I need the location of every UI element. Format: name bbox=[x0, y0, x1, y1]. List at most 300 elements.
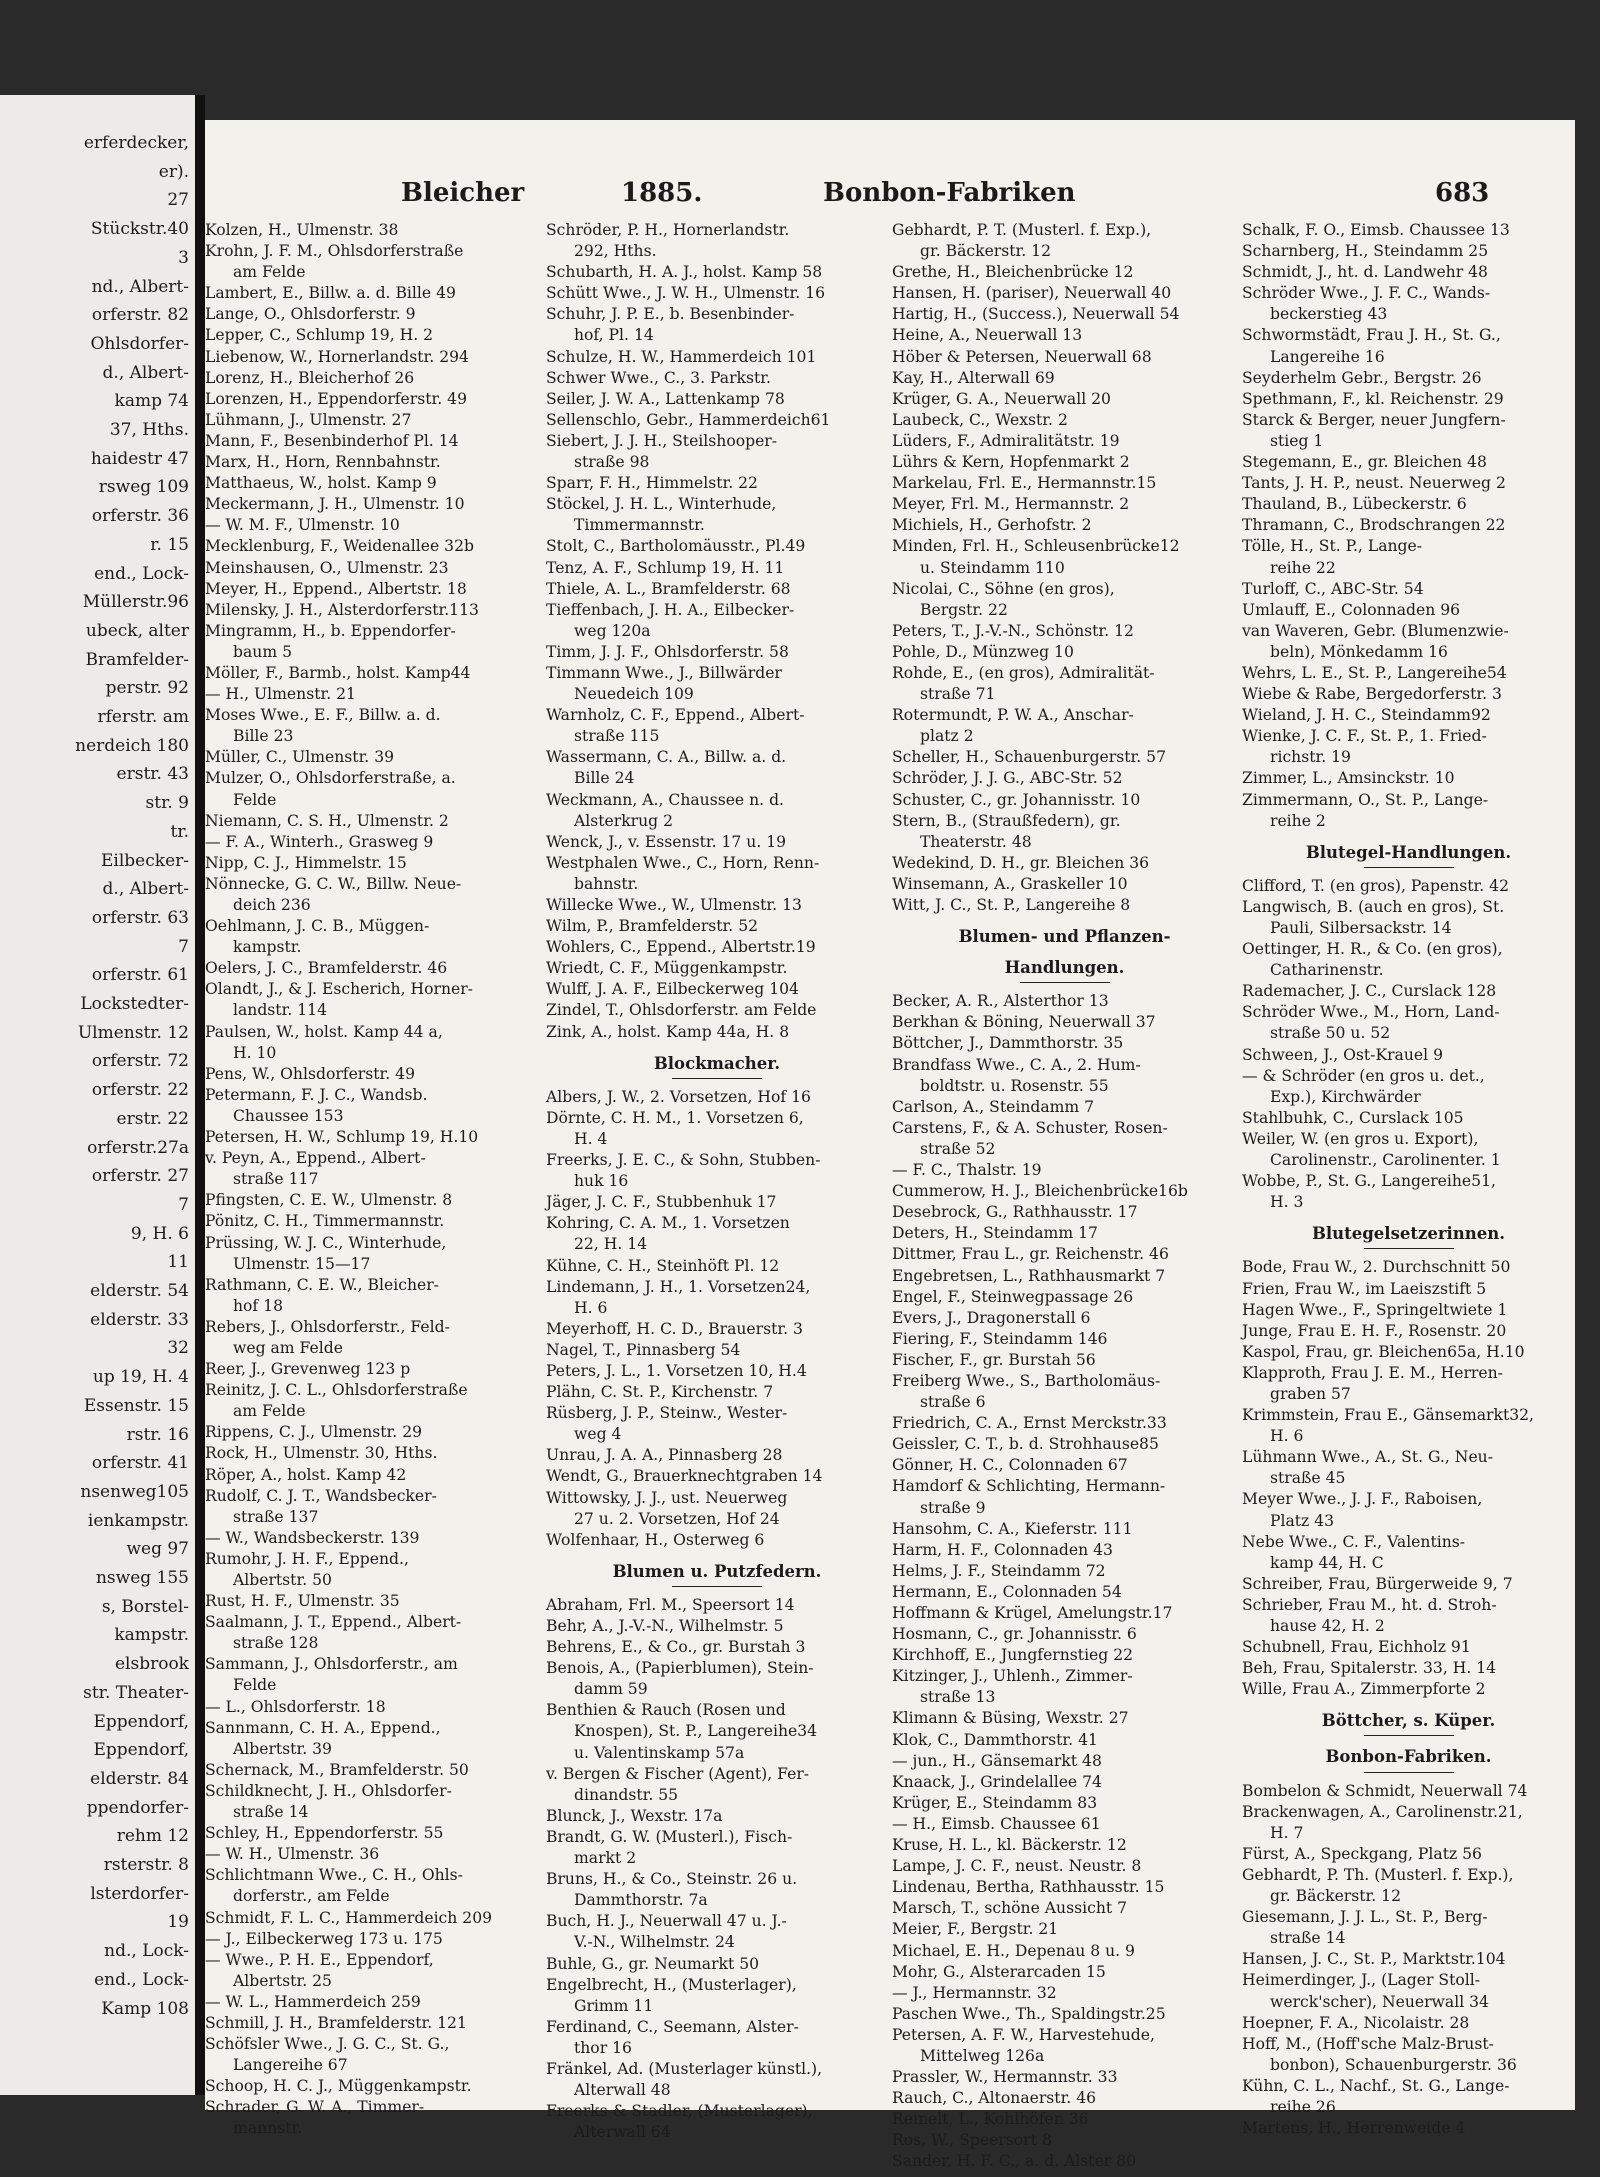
entry-continuation: H. 10 bbox=[233, 1043, 277, 1062]
entry-continuation: H. 3 bbox=[1270, 1193, 1304, 1212]
directory-entry: Höber & Petersen, Neuerwall 68 bbox=[892, 347, 1152, 366]
directory-entry: Kitzinger, J., Uhlenh., Zimmer- bbox=[892, 1667, 1133, 1686]
directory-entry: Jäger, J. C. F., Stubbenhuk 17 bbox=[546, 1193, 777, 1212]
directory-entry: Zimmer, L., Amsinckstr. 10 bbox=[1242, 769, 1455, 788]
left-page-line: 3 bbox=[178, 247, 189, 268]
directory-entry: Möller, F., Barmb., holst. Kamp44 bbox=[205, 663, 471, 682]
entry-continuation: straße 50 u. 52 bbox=[1270, 1024, 1391, 1043]
directory-entry: Tenz, A. F., Schlump 19, H. 11 bbox=[546, 558, 785, 577]
left-page-line: lsterdorfer- bbox=[90, 1883, 189, 1904]
left-page-line: haidestr 47 bbox=[90, 448, 189, 469]
entry-continuation: Bergstr. 22 bbox=[920, 600, 1008, 619]
entry-continuation: Mittelweg 126a bbox=[920, 2046, 1045, 2065]
directory-entry: Umlauff, E., Colonnaden 96 bbox=[1242, 600, 1461, 619]
directory-entry: Nebe Wwe., C. F., Valentins- bbox=[1242, 1532, 1466, 1551]
section-rule bbox=[1364, 867, 1454, 868]
left-page-line: 27 bbox=[167, 190, 189, 211]
directory-entry: Kühne, C. H., Steinhöft Pl. 12 bbox=[546, 1256, 780, 1275]
left-page-line: tr. bbox=[170, 821, 189, 842]
directory-column-4 bbox=[1242, 220, 1575, 2139]
directory-entry: Cummerow, H. J., Bleichenbrücke16b bbox=[892, 1182, 1188, 1201]
left-page-line: orferstr. 82 bbox=[91, 305, 189, 326]
directory-entry: Lampe, J. C. F., neust. Neustr. 8 bbox=[892, 1857, 1142, 1876]
entry-continuation: straße 6 bbox=[920, 1393, 986, 1412]
entry-continuation: weg am Felde bbox=[233, 1338, 343, 1357]
right-page bbox=[205, 120, 1575, 2171]
directory-entry: Oehlmann, J. C. B., Müggen- bbox=[205, 917, 430, 936]
directory-entry: Witt, J. C., St. P., Langereihe 8 bbox=[892, 896, 1131, 914]
directory-entry: Sannmann, C. H. A., Eppend., bbox=[205, 1718, 441, 1737]
directory-entry: Wilm, P., Bramfelderstr. 52 bbox=[546, 917, 759, 936]
directory-entry: Meinshausen, O., Ulmenstr. 23 bbox=[205, 558, 449, 577]
entry-continuation: H. 7 bbox=[1270, 1823, 1304, 1842]
entry-continuation: stieg 1 bbox=[1270, 431, 1324, 450]
directory-entry: Bombelon & Schmidt, Neuerwall 74 bbox=[1242, 1781, 1528, 1800]
entry-continuation: V.-N., Wilhelmstr. 24 bbox=[574, 1933, 735, 1952]
directory-entry: — F. C., Thalstr. 19 bbox=[892, 1161, 1042, 1180]
entry-continuation: hof 18 bbox=[233, 1296, 284, 1315]
directory-entry: Rumohr, J. H. F., Eppend., bbox=[205, 1549, 409, 1568]
entry-continuation: gr. Bäckerstr. 12 bbox=[920, 242, 1052, 261]
directory-entry: — Wwe., P. H. E., Eppendorf, bbox=[205, 1950, 434, 1969]
directory-entry: Fiering, F., Steindamm 146 bbox=[892, 1329, 1108, 1348]
entry-continuation: straße 128 bbox=[233, 1634, 319, 1653]
directory-entry: Schwer Wwe., C., 3. Parkstr. bbox=[546, 368, 771, 387]
directory-entry: Schrader, G. W. A., Timmer- bbox=[205, 2098, 425, 2117]
directory-entry: Schlichtmann Wwe., C. H., Ohls- bbox=[205, 1866, 463, 1885]
directory-entry: Engebretsen, L., Rathhausmarkt 7 bbox=[892, 1266, 1166, 1285]
directory-entry: Pfingsten, C. E. W., Ulmenstr. 8 bbox=[205, 1191, 453, 1210]
entry-continuation: Ulmenstr. 15—17 bbox=[233, 1254, 371, 1273]
entry-continuation: Alsterkrug 2 bbox=[574, 811, 674, 830]
directory-entry: Brandfass Wwe., C. A., 2. Hum- bbox=[892, 1055, 1141, 1074]
left-page-line: er). bbox=[158, 161, 189, 182]
entry-continuation: reihe 26 bbox=[1270, 2097, 1336, 2116]
directory-entry: Klimann & Büsing, Wexstr. 27 bbox=[892, 1709, 1129, 1728]
entry-continuation: straße 45 bbox=[1270, 1469, 1346, 1488]
directory-entry: Klapproth, Frau J. E. M., Herren- bbox=[1242, 1363, 1503, 1382]
section-rule bbox=[1364, 1772, 1454, 1773]
entry-continuation: Albertstr. 50 bbox=[233, 1571, 332, 1589]
section-heading: Böttcher, s. Küper. bbox=[1321, 1711, 1496, 1731]
left-page-line: perstr. 92 bbox=[105, 678, 189, 699]
directory-entry: Schröder Wwe., M., Horn, Land- bbox=[1242, 1003, 1500, 1022]
entry-continuation: straße 137 bbox=[233, 1507, 319, 1526]
directory-entry: Wulff, J. A. F., Eilbeckerweg 104 bbox=[546, 980, 799, 999]
left-page-line: erstr. 22 bbox=[116, 1108, 189, 1129]
directory-entry: Schmill, J. H., Bramfelderstr. 121 bbox=[205, 2013, 467, 2032]
directory-entry: Hagen Wwe., F., Springeltwiete 1 bbox=[1242, 1300, 1508, 1319]
directory-entry: Freiberg Wwe., S., Bartholomäus- bbox=[892, 1371, 1161, 1390]
directory-entry: Gönner, H. C., Colonnaden 67 bbox=[892, 1456, 1128, 1475]
directory-entry: Geissler, C. T., b. d. Strohhause85 bbox=[892, 1435, 1159, 1454]
entry-continuation: Felde bbox=[233, 1676, 277, 1695]
entry-continuation: hause 42, H. 2 bbox=[1270, 1617, 1385, 1635]
left-page-line: r. 15 bbox=[150, 534, 189, 555]
directory-entry: Kolzen, H., Ulmenstr. 38 bbox=[205, 221, 399, 239]
entry-continuation: straße 14 bbox=[233, 1803, 309, 1822]
directory-entry: Buch, H. J., Neuerwall 47 u. J.- bbox=[546, 1912, 787, 1931]
directory-column-3 bbox=[892, 220, 1237, 2173]
directory-entry: Hartig, H., (Success.), Neuerwall 54 bbox=[892, 305, 1180, 324]
directory-entry: Schmidt, F. L. C., Hammerdeich 209 bbox=[205, 1908, 493, 1927]
directory-entry: Hoepner, F. A., Nicolaistr. 28 bbox=[1242, 2013, 1470, 2032]
directory-entry: Plähn, C. St. P., Kirchenstr. 7 bbox=[546, 1383, 774, 1402]
left-page-line: d., Albert- bbox=[102, 879, 189, 900]
directory-entry: Schrieber, Frau M., ht. d. Stroh- bbox=[1242, 1595, 1497, 1614]
directory-entry: Wienke, J. C. F., St. P., 1. Fried- bbox=[1242, 727, 1487, 746]
directory-entry: Nönnecke, G. C. W., Billw. Neue- bbox=[205, 874, 462, 893]
directory-entry: Grethe, H., Bleichenbrücke 12 bbox=[892, 263, 1134, 282]
entry-continuation: Platz 43 bbox=[1270, 1511, 1335, 1530]
directory-entry: Behrens, E., & Co., gr. Burstah 3 bbox=[546, 1638, 806, 1657]
section-heading: Handlungen. bbox=[1004, 958, 1125, 978]
directory-entry: Schalk, F. O., Eimsb. Chaussee 13 bbox=[1242, 221, 1510, 239]
directory-entry: Fürst, A., Speckgang, Platz 56 bbox=[1242, 1844, 1482, 1863]
entry-continuation: straße 52 bbox=[920, 1139, 996, 1158]
directory-entry: v. Bergen & Fischer (Agent), Fer- bbox=[546, 1764, 810, 1783]
entry-continuation: boldtstr. u. Rosenstr. 55 bbox=[920, 1076, 1109, 1095]
entry-continuation: Pauli, Silbersackstr. 14 bbox=[1270, 919, 1452, 937]
directory-entry: Turloff, C., ABC-Str. 54 bbox=[1242, 579, 1424, 598]
left-page-line: 11 bbox=[167, 1252, 189, 1273]
left-page-line: 32 bbox=[167, 1338, 189, 1359]
left-page-line: Ulmenstr. 12 bbox=[77, 1022, 189, 1043]
left-page-line: orferstr. 61 bbox=[91, 965, 189, 986]
left-page-line: ienkampstr. bbox=[87, 1510, 189, 1531]
entry-continuation: reihe 22 bbox=[1270, 558, 1336, 577]
directory-entry: Zimmermann, O., St. P., Lange- bbox=[1242, 790, 1489, 809]
directory-entry: Liebenow, W., Hornerlandstr. 294 bbox=[205, 347, 469, 366]
directory-entry: Fischer, F., gr. Burstah 56 bbox=[892, 1350, 1096, 1369]
directory-entry: Carlson, A., Steindamm 7 bbox=[892, 1097, 1095, 1116]
entry-continuation: H. 6 bbox=[1270, 1427, 1304, 1446]
entry-continuation: Chaussee 153 bbox=[233, 1106, 344, 1125]
entry-continuation: deich 236 bbox=[233, 896, 311, 914]
left-page-line: ubeck, alter bbox=[85, 620, 189, 641]
directory-entry: Mecklenburg, F., Weidenallee 32b bbox=[205, 537, 475, 556]
section-heading: Bonbon-Fabriken. bbox=[1325, 1747, 1492, 1767]
left-page-line: orferstr. 22 bbox=[91, 1080, 189, 1101]
directory-entry: Stegemann, E., gr. Bleichen 48 bbox=[1242, 453, 1487, 472]
directory-entry: Becker, A. R., Alsterthor 13 bbox=[892, 992, 1109, 1011]
entry-continuation: Timmermannstr. bbox=[574, 516, 705, 535]
left-page-line: elderstr. 33 bbox=[90, 1309, 189, 1330]
directory-entry: Tants, J. H. P., neust. Neuerweg 2 bbox=[1242, 474, 1506, 493]
directory-entry: Lorenz, H., Bleicherhof 26 bbox=[205, 368, 415, 387]
directory-entry: Prassler, W., Hermannstr. 33 bbox=[892, 2068, 1118, 2087]
directory-entry: Lüders, F., Admiralitätstr. 19 bbox=[892, 431, 1120, 450]
directory-entry: Wendt, G., Brauerknechtgraben 14 bbox=[546, 1467, 823, 1486]
directory-entry: Schütt Wwe., J. W. H., Ulmenstr. 16 bbox=[546, 284, 826, 303]
directory-entry: Wassermann, C. A., Billw. a. d. bbox=[546, 748, 787, 767]
directory-entry: Moses Wwe., E. F., Billw. a. d. bbox=[205, 706, 441, 725]
entry-continuation: H. 6 bbox=[574, 1298, 608, 1317]
directory-entry: Weiler, W. (en gros u. Export), bbox=[1242, 1129, 1479, 1148]
directory-entry: Unrau, J. A. A., Pinnasberg 28 bbox=[546, 1446, 783, 1465]
page-number: 683 bbox=[1435, 178, 1490, 208]
entry-continuation: H. 4 bbox=[574, 1129, 608, 1148]
directory-entry: v. Peyn, A., Eppend., Albert- bbox=[205, 1149, 426, 1168]
directory-entry: Meyer, H., Eppend., Albertstr. 18 bbox=[205, 579, 467, 598]
entry-continuation: graben 57 bbox=[1270, 1384, 1351, 1403]
left-page-line: nsenweg105 bbox=[80, 1481, 189, 1502]
directory-entry: Meyer, Frl. M., Hermannstr. 2 bbox=[892, 495, 1130, 514]
directory-entry: Engelbrecht, H., (Musterlager), bbox=[546, 1975, 797, 1994]
directory-entry: Petersen, A. F. W., Harvestehude, bbox=[892, 2025, 1155, 2044]
directory-entry: Meier, F., Bergstr. 21 bbox=[892, 1920, 1059, 1939]
directory-entry: — J., Hermannstr. 32 bbox=[892, 1983, 1057, 2002]
left-page-line: Ohlsdorfer- bbox=[90, 333, 189, 354]
entry-continuation: gr. Bäckerstr. 12 bbox=[1270, 1887, 1402, 1906]
directory-entry: — W. L., Hammerdeich 259 bbox=[205, 1992, 421, 2011]
entry-continuation: am Felde bbox=[233, 263, 306, 282]
left-page-line: erstr. 43 bbox=[116, 764, 189, 785]
directory-entry: Oelers, J. C., Bramfelderstr. 46 bbox=[205, 959, 448, 978]
directory-entry: Schröder, J. J. G., ABC-Str. 52 bbox=[892, 769, 1123, 788]
directory-entry: Tieffenbach, J. H. A., Eilbecker- bbox=[546, 600, 795, 619]
directory-entry: Niemann, C. S. H., Ulmenstr. 2 bbox=[205, 811, 449, 830]
entry-continuation: Dammthorstr. 7a bbox=[574, 1891, 708, 1910]
directory-entry: Hermann, E., Colonnaden 54 bbox=[892, 1582, 1122, 1601]
directory-entry: Rebers, J., Ohlsdorferstr., Feld- bbox=[205, 1317, 450, 1336]
left-page-line: Bramfelder- bbox=[85, 649, 189, 670]
entry-continuation: straße 9 bbox=[920, 1498, 986, 1517]
left-page-line: kamp 74 bbox=[114, 391, 189, 412]
directory-entry: Olandt, J., & J. Escherich, Horner- bbox=[205, 980, 473, 999]
directory-entry: Meyer Wwe., J. J. F., Raboisen, bbox=[1242, 1490, 1483, 1509]
directory-entry: Engel, F., Steinwegpassage 26 bbox=[892, 1287, 1134, 1306]
directory-entry: Lange, O., Ohlsdorferstr. 9 bbox=[205, 305, 416, 324]
directory-entry: — W. M. F., Ulmenstr. 10 bbox=[205, 516, 400, 535]
directory-entry: Sammann, J., Ohlsdorferstr., am bbox=[205, 1655, 458, 1674]
left-page-line: erferdecker, bbox=[83, 133, 189, 153]
left-page-line: Müllerstr.96 bbox=[82, 592, 189, 613]
directory-entry: Rathmann, C. E. W., Bleicher- bbox=[205, 1275, 439, 1294]
entry-continuation: straße 115 bbox=[574, 727, 660, 746]
directory-entry: Schubnell, Frau, Eichholz 91 bbox=[1242, 1638, 1471, 1657]
directory-entry: Friedrich, C. A., Ernst Merckstr.33 bbox=[892, 1414, 1167, 1433]
directory-entry: Pönitz, C. H., Timmermannstr. bbox=[205, 1212, 445, 1231]
directory-entry: Hoff, M., (Hoff'sche Malz-Brust- bbox=[1242, 2034, 1494, 2053]
directory-entry: Frien, Frau W., im Laeiszstift 5 bbox=[1242, 1279, 1487, 1298]
left-page-line: orferstr. 72 bbox=[91, 1051, 189, 1072]
left-page-fragment bbox=[0, 95, 197, 2095]
left-page-line: nerdeich 180 bbox=[75, 735, 189, 756]
directory-entry: Marsch, T., schöne Aussicht 7 bbox=[892, 1899, 1128, 1918]
entry-continuation: 22, H. 14 bbox=[574, 1235, 648, 1254]
entry-continuation: Exp.), Kirchwärder bbox=[1270, 1087, 1421, 1106]
left-page-line: orferstr.27a bbox=[87, 1137, 189, 1158]
left-page-line: end., Lock- bbox=[94, 563, 189, 584]
entry-continuation: u. Valentinskamp 57a bbox=[574, 1743, 745, 1762]
entry-continuation: straße 14 bbox=[1270, 1929, 1346, 1948]
directory-entry: Hansen, H. (pariser), Neuerwall 40 bbox=[892, 284, 1172, 303]
directory-entry: Böttcher, J., Dammthorstr. 35 bbox=[892, 1034, 1124, 1053]
directory-entry: Schöfsler Wwe., J. G. C., St. G., bbox=[205, 2035, 450, 2054]
directory-entry: Heimerdinger, J., (Lager Stoll- bbox=[1242, 1971, 1481, 1990]
directory-entry: Röper, A., holst. Kamp 42 bbox=[205, 1465, 407, 1484]
entry-continuation: reihe 2 bbox=[1270, 811, 1326, 830]
directory-entry: Gebhardt, P. T. (Musterl. f. Exp.), bbox=[892, 221, 1152, 239]
page-header bbox=[205, 178, 1575, 218]
directory-entry: Schoop, H. C. J., Müggenkampstr. bbox=[205, 2077, 472, 2096]
left-page-line: str. 9 bbox=[145, 793, 189, 814]
directory-entry: — W., Wandsbeckerstr. 139 bbox=[205, 1528, 420, 1547]
directory-entry: — & Schröder (en gros u. det., bbox=[1242, 1066, 1485, 1085]
directory-entry: Buhle, G., gr. Neumarkt 50 bbox=[546, 1954, 760, 1973]
directory-entry: Marx, H., Horn, Rennbahnstr. bbox=[205, 453, 441, 472]
entry-continuation: Langereihe 67 bbox=[233, 2056, 348, 2075]
directory-entry: Schween, J., Ost-Krauel 9 bbox=[1242, 1045, 1443, 1064]
directory-entry: Schubarth, H. A. J., holst. Kamp 58 bbox=[546, 263, 823, 282]
directory-entry: Pens, W., Ohlsdorferstr. 49 bbox=[205, 1064, 416, 1083]
left-page-line: Eppendorf, bbox=[93, 1711, 189, 1732]
entry-continuation: dorferstr., am Felde bbox=[233, 1887, 390, 1906]
directory-entry: Reinitz, J. C. L., Ohlsdorferstraße bbox=[205, 1381, 468, 1400]
entry-continuation: richstr. 19 bbox=[1270, 748, 1351, 767]
directory-entry: Rudolf, C. J. T., Wandsbecker- bbox=[205, 1486, 437, 1505]
entry-continuation: markt 2 bbox=[574, 1849, 637, 1868]
entry-continuation: Alterwall 64 bbox=[574, 2123, 671, 2142]
directory-entry: — jun., H., Gänsemarkt 48 bbox=[892, 1751, 1102, 1770]
directory-entry: Lühmann Wwe., A., St. G., Neu- bbox=[1242, 1448, 1493, 1467]
directory-entry: Mann, F., Besenbinderhof Pl. 14 bbox=[205, 431, 459, 450]
directory-entry: Wriedt, C. F., Müggenkampstr. bbox=[546, 959, 788, 978]
directory-entry: Rauch, C., Altonaerstr. 46 bbox=[892, 2089, 1097, 2108]
directory-entry: Nipp, C. J., Himmelstr. 15 bbox=[205, 853, 407, 872]
directory-entry: Stahlbuhk, C., Curslack 105 bbox=[1242, 1108, 1464, 1127]
entry-continuation: Felde bbox=[233, 790, 277, 809]
directory-entry: Schernack, M., Bramfelderstr. 50 bbox=[205, 1760, 469, 1779]
directory-entry: Laubeck, C., Wexstr. 2 bbox=[892, 410, 1068, 429]
directory-entry: Blunck, J., Wexstr. 17a bbox=[546, 1806, 723, 1825]
directory-entry: Kay, H., Alterwall 69 bbox=[892, 368, 1055, 387]
directory-entry: Evers, J., Dragonerstall 6 bbox=[892, 1308, 1091, 1327]
directory-entry: Benthien & Rauch (Rosen und bbox=[546, 1701, 786, 1720]
left-page-line: 37, Hths. bbox=[109, 420, 189, 440]
entry-continuation: Theaterstr. 48 bbox=[920, 832, 1032, 851]
directory-entry: Stern, B., (Straußfedern), gr. bbox=[892, 811, 1121, 830]
left-page-line: str. Theater- bbox=[83, 1682, 189, 1703]
directory-entry: Seyderhelm Gebr., Bergstr. 26 bbox=[1242, 368, 1482, 387]
directory-entry: Meckermann, J. H., Ulmenstr. 10 bbox=[205, 495, 465, 514]
directory-entry: Meyerhoff, H. C. D., Brauerstr. 3 bbox=[546, 1319, 803, 1338]
directory-entry: Wiebe & Rabe, Bergedorferstr. 3 bbox=[1242, 685, 1502, 704]
directory-entry: Mulzer, O., Ohlsdorferstraße, a. bbox=[205, 769, 456, 788]
left-page-line: nsweg 155 bbox=[95, 1568, 189, 1588]
entry-continuation: huk 16 bbox=[574, 1172, 629, 1191]
directory-entry: Bode, Frau W., 2. Durchschnitt 50 bbox=[1242, 1258, 1511, 1277]
directory-entry: Abraham, Frl. M., Speersort 14 bbox=[546, 1595, 795, 1614]
directory-entry: Hansen, J. C., St. P., Marktstr.104 bbox=[1242, 1950, 1506, 1969]
left-page-line: rsweg 109 bbox=[98, 477, 189, 498]
directory-entry: Schröder, P. H., Hornerlandstr. bbox=[546, 221, 790, 239]
entry-continuation: straße 71 bbox=[920, 685, 996, 704]
directory-entry: Freerks, J. E. C., & Sohn, Stubben- bbox=[546, 1151, 821, 1170]
entry-continuation: straße 13 bbox=[920, 1688, 996, 1707]
directory-entry: Wolfenhaar, H., Osterweg 6 bbox=[546, 1530, 765, 1549]
directory-entry: Sander, H. F. C., a. d. Alster 80 bbox=[892, 2152, 1137, 2171]
directory-entry: Junge, Frau E. H. F., Rosenstr. 20 bbox=[1242, 1321, 1507, 1340]
directory-entry: Schwormstädt, Frau J. H., St. G., bbox=[1242, 326, 1501, 345]
header-year: 1885. bbox=[621, 178, 703, 208]
left-page-line: up 19, H. 4 bbox=[92, 1367, 189, 1388]
directory-entry: Wieland, J. H. C., Steindamm92 bbox=[1242, 706, 1491, 725]
directory-entry: Müller, C., Ulmenstr. 39 bbox=[205, 748, 395, 767]
directory-entry: Michiels, H., Gerhofstr. 2 bbox=[892, 516, 1092, 535]
directory-entry: Peters, T., J.-V.-N., Schönstr. 12 bbox=[892, 621, 1134, 640]
directory-entry: Scheller, H., Schauenburgerstr. 57 bbox=[892, 748, 1166, 767]
left-page-line: d., Albert- bbox=[102, 362, 189, 383]
directory-entry: Martens, H., Herrenweide 4 bbox=[1242, 2119, 1466, 2138]
directory-entry: Lührs & Kern, Hopfenmarkt 2 bbox=[892, 453, 1130, 472]
directory-entry: Schulze, H. W., Hammerdeich 101 bbox=[546, 347, 817, 366]
directory-entry: Gebhardt, P. Th. (Musterl. f. Exp.), bbox=[1242, 1865, 1514, 1884]
directory-entry: Dittmer, Frau L., gr. Reichenstr. 46 bbox=[892, 1245, 1169, 1264]
left-page-line: Eppendorf, bbox=[93, 1740, 189, 1761]
directory-entry: Zindel, T., Ohlsdorferstr. am Felde bbox=[546, 1001, 817, 1020]
directory-entry: Kohring, C. A. M., 1. Vorsetzen bbox=[546, 1214, 790, 1233]
left-page-line: orferstr. 41 bbox=[91, 1453, 189, 1474]
directory-entry: Berkhan & Böning, Neuerwall 37 bbox=[892, 1013, 1156, 1032]
left-page-line: Eilbecker- bbox=[101, 850, 189, 871]
left-page-line: 9, H. 6 bbox=[130, 1223, 189, 1244]
entry-continuation: Alterwall 48 bbox=[574, 2081, 671, 2100]
section-heading: Blutegel-Handlungen. bbox=[1305, 842, 1512, 862]
entry-continuation: straße 117 bbox=[233, 1170, 319, 1189]
header-left-keyword: Bleicher bbox=[401, 178, 525, 208]
entry-continuation: dinandstr. 55 bbox=[574, 1785, 679, 1804]
entry-continuation: u. Steindamm 110 bbox=[920, 558, 1065, 577]
entry-continuation: kampstr. bbox=[233, 938, 302, 957]
entry-continuation: am Felde bbox=[233, 1402, 306, 1421]
directory-entry: Clifford, T. (en gros), Papenstr. 42 bbox=[1242, 876, 1509, 895]
directory-entry: Albers, J. W., 2. Vorsetzen, Hof 16 bbox=[546, 1087, 811, 1106]
directory-entry: Stolt, C., Bartholomäusstr., Pl.49 bbox=[546, 537, 806, 556]
entry-continuation: bonbon), Schauenburgerstr. 36 bbox=[1270, 2055, 1517, 2074]
section-heading: Blockmacher. bbox=[653, 1053, 781, 1073]
left-page-line: elsbrook bbox=[114, 1654, 189, 1675]
directory-entry: Helms, J. F., Steindamm 72 bbox=[892, 1561, 1106, 1580]
directory-entry: Peters, J. L., 1. Vorsetzen 10, H.4 bbox=[546, 1361, 807, 1380]
entry-continuation: landstr. 114 bbox=[233, 1001, 327, 1020]
left-page-line: orferstr. 63 bbox=[91, 907, 189, 928]
directory-entry: Oettinger, H. R., & Co. (en gros), bbox=[1242, 940, 1503, 959]
directory-entry: Dörnte, C. H. M., 1. Vorsetzen 6, bbox=[546, 1108, 804, 1127]
section-rule bbox=[672, 1586, 762, 1587]
left-page-line: Kamp 108 bbox=[101, 1998, 189, 2019]
directory-entry: — H., Ulmenstr. 21 bbox=[205, 685, 356, 704]
directory-entry: Hoffmann & Krügel, Amelungstr.17 bbox=[892, 1604, 1173, 1622]
directory-entry: Thauland, B., Lübeckerstr. 6 bbox=[1242, 495, 1467, 514]
directory-entry: — W. H., Ulmenstr. 36 bbox=[205, 1845, 380, 1864]
left-page-line: elderstr. 84 bbox=[90, 1768, 189, 1789]
directory-entry: Spethmann, F., kl. Reichenstr. 29 bbox=[1242, 389, 1504, 408]
directory-entry: Zink, A., holst. Kamp 44a, H. 8 bbox=[546, 1022, 790, 1041]
directory-entry: Tölle, H., St. P., Lange- bbox=[1242, 537, 1423, 556]
directory-entry: Kruse, H. L., kl. Bäckerstr. 12 bbox=[892, 1836, 1127, 1855]
section-heading: Blumen u. Putzfedern. bbox=[612, 1561, 822, 1581]
directory-entry: Wedekind, D. H., gr. Bleichen 36 bbox=[892, 853, 1150, 872]
left-page-line: end., Lock- bbox=[94, 1969, 189, 1990]
entry-continuation: Bille 23 bbox=[233, 727, 294, 746]
entry-continuation: beckerstieg 43 bbox=[1270, 305, 1388, 324]
directory-entry: Fränkel, Ad. (Musterlager künstl.), bbox=[546, 2059, 823, 2078]
directory-entry: van Waveren, Gebr. (Blumenzwie- bbox=[1242, 621, 1509, 640]
directory-entry: Hansohm, C. A., Kieferstr. 111 bbox=[892, 1519, 1133, 1538]
entry-continuation: Knospen), St. P., Langereihe34 bbox=[574, 1722, 818, 1741]
